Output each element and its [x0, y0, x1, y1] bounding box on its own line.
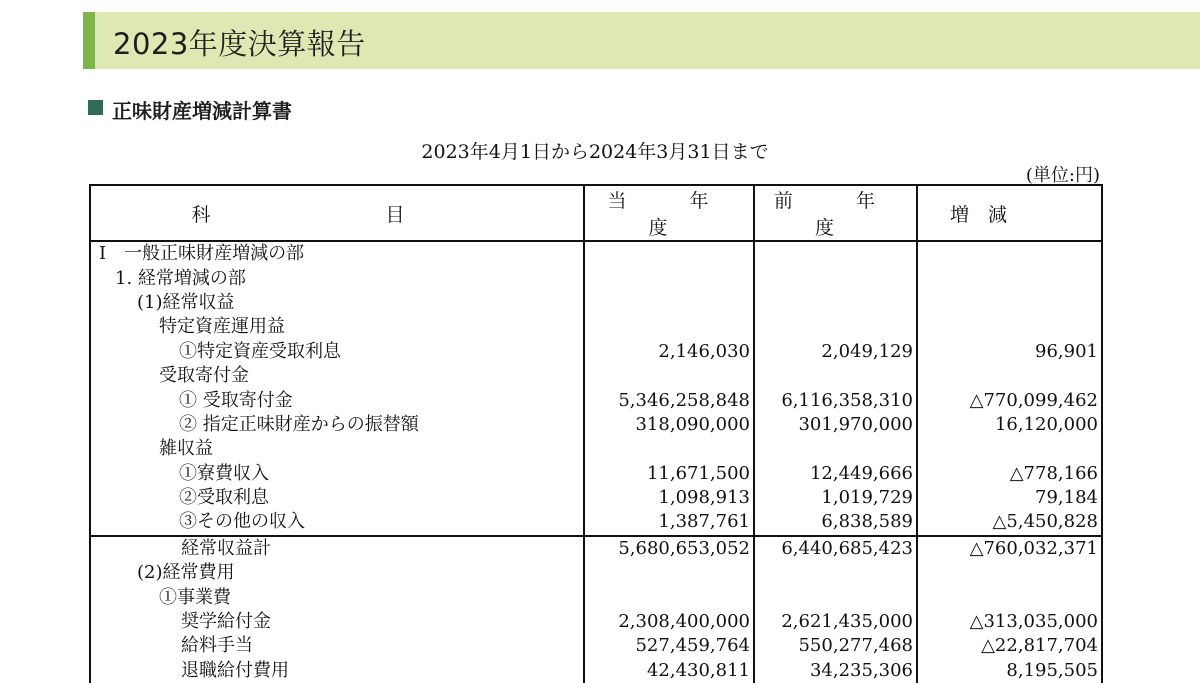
table-row — [90, 462, 1102, 486]
section-title: 正味財産増減計算書 — [112, 99, 292, 123]
previous-year-value: 301,970,000 — [754, 413, 917, 437]
previous-year-value: 34,235,306 — [754, 659, 917, 683]
table-row — [90, 510, 1102, 535]
table-row — [90, 315, 1102, 339]
table-row — [90, 388, 1102, 412]
row-label: 退職給付費用 — [90, 659, 584, 683]
table-row — [90, 364, 1102, 388]
row-label: ③その他の収入 — [90, 510, 584, 535]
current-year-value: 318,090,000 — [584, 413, 754, 437]
row-label: ①事業費 — [90, 585, 584, 609]
change-value — [917, 364, 1102, 388]
change-value — [917, 315, 1102, 339]
section-marker-icon — [88, 100, 103, 115]
change-value: △770,099,462 — [917, 388, 1102, 412]
previous-year-value — [754, 437, 917, 461]
page-title: 2023年度決算報告 — [113, 27, 366, 61]
unit-label: (単位:円) — [1025, 165, 1100, 186]
header-row — [90, 185, 1102, 241]
change-value — [917, 241, 1102, 266]
previous-year-value: 2,049,129 — [754, 340, 917, 364]
row-label: (2)経常費用 — [90, 561, 584, 585]
previous-year-value — [754, 241, 917, 266]
row-label: 雑収益 — [90, 437, 584, 461]
table-row — [90, 486, 1102, 510]
change-value: △760,032,371 — [917, 536, 1102, 561]
previous-year-value: 12,449,666 — [754, 462, 917, 486]
row-label: (1)経常収益 — [90, 291, 584, 315]
page-banner — [83, 12, 1200, 69]
table-row — [90, 585, 1102, 609]
current-year-value: 2,146,030 — [584, 340, 754, 364]
change-value: 16,120,000 — [917, 413, 1102, 437]
table-row — [90, 561, 1102, 585]
header-current-year: 当 年 度 — [584, 185, 754, 241]
current-year-value: 1,098,913 — [584, 486, 754, 510]
previous-year-value: 550,277,468 — [754, 634, 917, 658]
row-label: 1. 経常増減の部 — [90, 266, 584, 290]
table-row — [90, 437, 1102, 461]
table-row — [90, 634, 1102, 658]
table-row — [90, 291, 1102, 315]
change-value: △5,450,828 — [917, 510, 1102, 535]
current-year-value — [584, 585, 754, 609]
previous-year-value — [754, 315, 917, 339]
previous-year-value — [754, 585, 917, 609]
table-row — [90, 536, 1102, 561]
change-value — [917, 437, 1102, 461]
previous-year-value: 6,116,358,310 — [754, 388, 917, 412]
row-label: 経常収益計 — [90, 536, 584, 561]
current-year-value — [584, 437, 754, 461]
row-label: 特定資産運用益 — [90, 315, 584, 339]
row-label: ② 指定正味財産からの振替額 — [90, 413, 584, 437]
row-label: ①寮費収入 — [90, 462, 584, 486]
change-value: △22,817,704 — [917, 634, 1102, 658]
change-value — [917, 266, 1102, 290]
current-year-value: 5,346,258,848 — [584, 388, 754, 412]
change-value: 96,901 — [917, 340, 1102, 364]
previous-year-value: 6,838,589 — [754, 510, 917, 535]
previous-year-value: 6,440,685,423 — [754, 536, 917, 561]
row-label: ① 受取寄付金 — [90, 388, 584, 412]
current-year-value — [584, 291, 754, 315]
table-row — [90, 266, 1102, 290]
header-previous-year: 前 年 度 — [754, 185, 917, 241]
current-year-value — [584, 364, 754, 388]
previous-year-value: 2,621,435,000 — [754, 610, 917, 634]
header-change: 増 減 — [917, 185, 1102, 241]
table-row — [90, 659, 1102, 683]
table-row — [90, 340, 1102, 364]
current-year-value — [584, 266, 754, 290]
change-value: △313,035,000 — [917, 610, 1102, 634]
row-label: Ⅰ 一般正味財産増減の部 — [90, 241, 584, 266]
current-year-value: 42,430,811 — [584, 659, 754, 683]
current-year-value: 527,459,764 — [584, 634, 754, 658]
change-value — [917, 561, 1102, 585]
table-row — [90, 610, 1102, 634]
row-label: 給料手当 — [90, 634, 584, 658]
change-value: 79,184 — [917, 486, 1102, 510]
row-label: 奨学給付金 — [90, 610, 584, 634]
previous-year-value — [754, 266, 917, 290]
period-text: 2023年4月1日から2024年3月31日まで — [421, 141, 769, 163]
current-year-value: 11,671,500 — [584, 462, 754, 486]
change-value: △778,166 — [917, 462, 1102, 486]
table-row — [90, 413, 1102, 437]
statement-body — [90, 241, 1102, 683]
previous-year-value — [754, 291, 917, 315]
row-label: 受取寄付金 — [90, 364, 584, 388]
current-year-value: 1,387,761 — [584, 510, 754, 535]
previous-year-value — [754, 364, 917, 388]
current-year-value: 2,308,400,000 — [584, 610, 754, 634]
previous-year-value: 1,019,729 — [754, 486, 917, 510]
table-row — [90, 241, 1102, 266]
current-year-value — [584, 241, 754, 266]
statement-table — [89, 184, 1103, 683]
change-value — [917, 585, 1102, 609]
row-label: ②受取利息 — [90, 486, 584, 510]
row-label: ①特定資産受取利息 — [90, 340, 584, 364]
header-subject: 科 目 — [90, 185, 584, 241]
current-year-value — [584, 315, 754, 339]
current-year-value — [584, 561, 754, 585]
change-value — [917, 291, 1102, 315]
previous-year-value — [754, 561, 917, 585]
change-value: 8,195,505 — [917, 659, 1102, 683]
current-year-value: 5,680,653,052 — [584, 536, 754, 561]
